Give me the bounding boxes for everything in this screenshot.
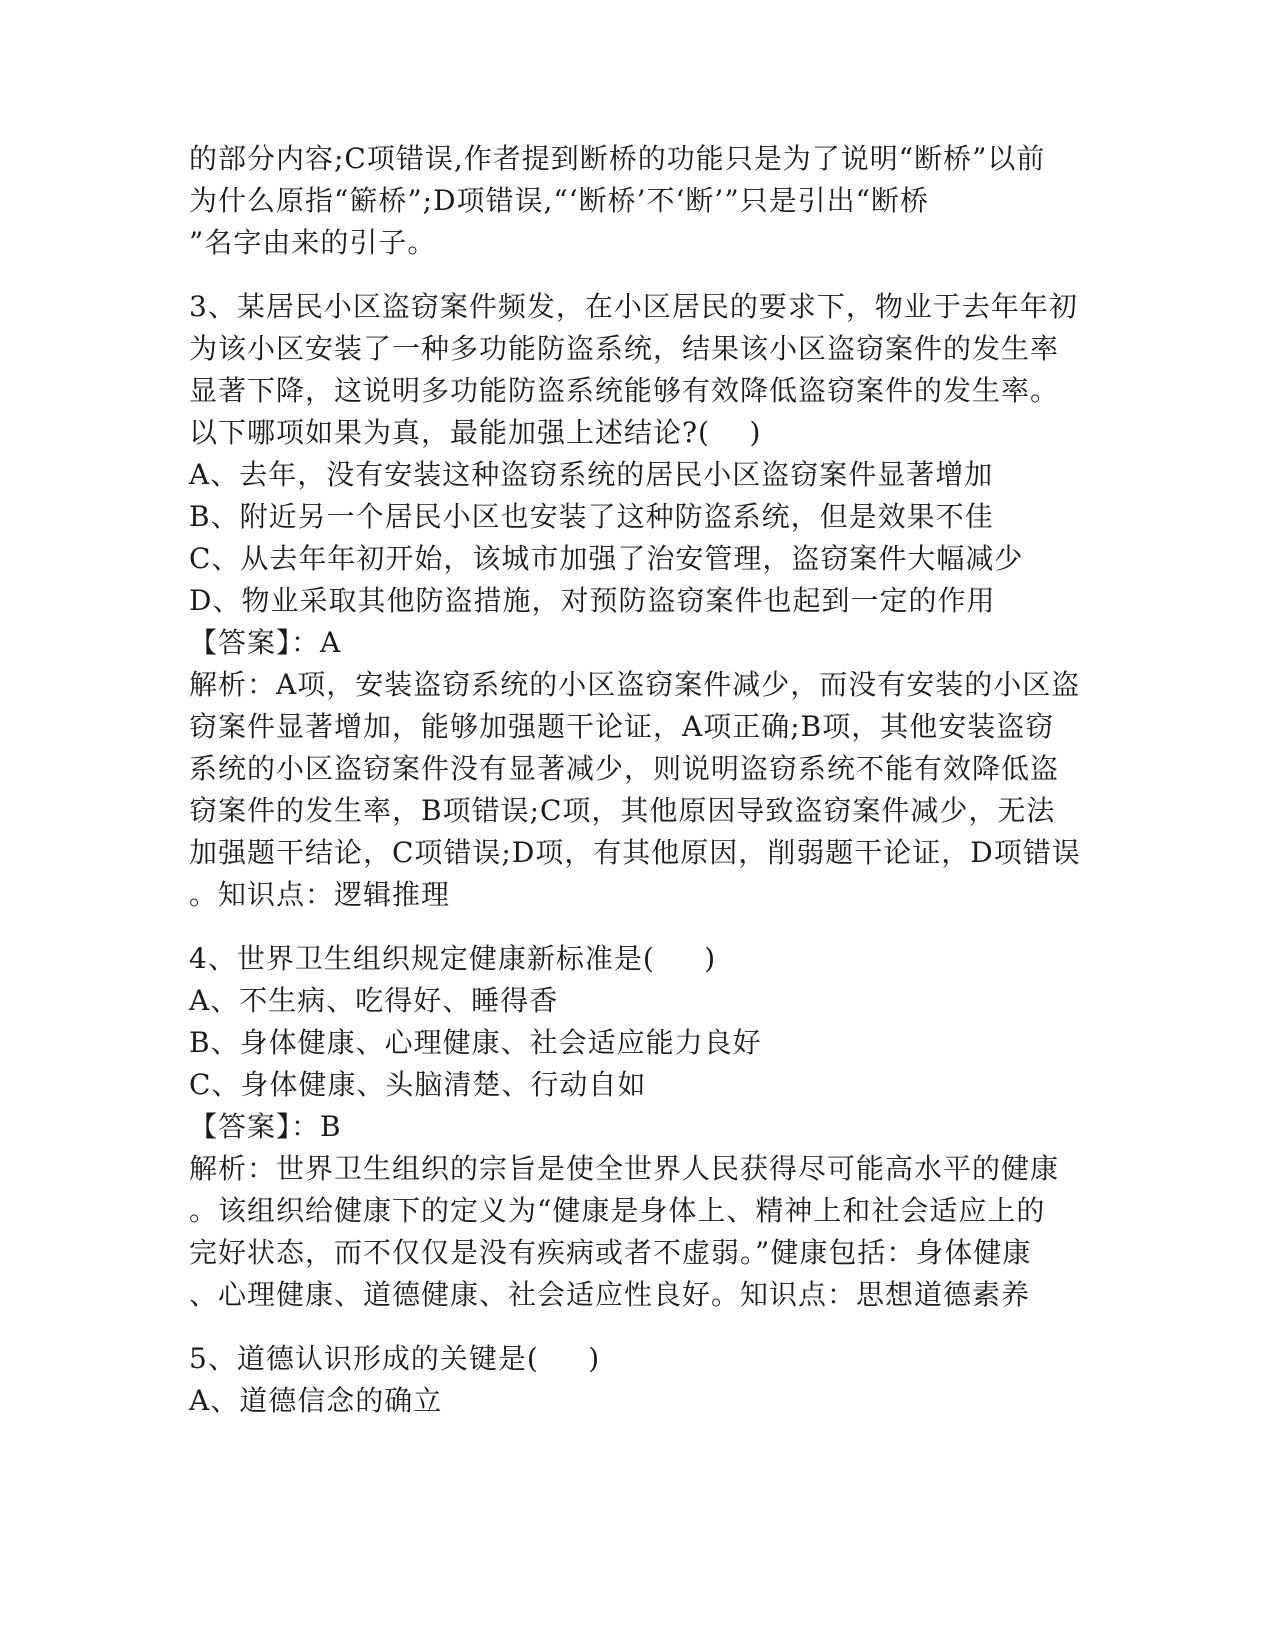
q3-analysis-line-1: 解析：A项，安装盗窃系统的小区盗窃案件减少，而没有安装的小区盗 <box>189 668 1081 701</box>
q3-analysis-line-3: 系统的小区盗窃案件没有显著减少，则说明盗窃系统不能有效降低盗 <box>189 752 1060 785</box>
prev-explanation-line-2: 为什么原指“簖桥”;D项错误,“‘断桥’不‘断’”只是引出“断桥 <box>189 184 929 217</box>
q4-analysis-line-3: 完好状态，而不仅仅是没有疾病或者不虚弱。”健康包括：身体健康 <box>189 1236 1032 1269</box>
q4-answer: 【答案】：B <box>189 1110 342 1143</box>
q4-stem: 4、世界卫生组织规定健康新标准是( ) <box>189 942 717 975</box>
q3-option-d: D、物业采取其他防盗措施，对预防盗窃案件也起到一定的作用 <box>189 584 996 617</box>
q3-analysis-line-6: 。知识点：逻辑推理 <box>189 878 451 911</box>
q5-option-a: A、道德信念的确立 <box>189 1384 443 1417</box>
q3-analysis-line-2: 窃案件显著增加，能够加强题干论证，A项正确;B项，其他安装盗窃 <box>189 710 1055 743</box>
q3-analysis-line-5: 加强题干结论，C项错误;D项，有其他原因，削弱题干论证，D项错误 <box>189 836 1081 869</box>
q4-option-a: A、不生病、吃得好、睡得香 <box>189 984 559 1017</box>
q3-answer: 【答案】：A <box>189 626 342 659</box>
q3-analysis-line-4: 窃案件的发生率，B项错误;C项，其他原因导致盗窃案件减少，无法 <box>189 794 1056 827</box>
q3-stem-line-1: 3、某居民小区盗窃案件频发，在小区居民的要求下，物业于去年年初 <box>189 290 1078 323</box>
q5-stem: 5、道德认识形成的关键是( ) <box>189 1342 601 1375</box>
prev-explanation-line-1: 的部分内容;C项错误,作者提到断桥的功能只是为了说明“断桥”以前 <box>189 142 1046 175</box>
q3-option-a: A、去年，没有安装这种盗窃系统的居民小区盗窃案件显著增加 <box>189 458 994 491</box>
q4-analysis-line-4: 、心理健康、道德健康、社会适应性良好。知识点：思想道德素养 <box>189 1278 1031 1311</box>
prev-explanation-line-3: ”名字由来的引子。 <box>189 226 437 259</box>
q3-option-b: B、附近另一个居民小区也安装了这种防盗系统，但是效果不佳 <box>189 500 994 533</box>
q3-stem-line-3: 显著下降，这说明多功能防盗系统能够有效降低盗窃案件的发生率。 <box>189 374 1060 407</box>
q4-analysis-line-2: 。该组织给健康下的定义为“健康是身体上、精神上和社会适应上的 <box>189 1194 1046 1227</box>
q3-stem-line-2: 为该小区安装了一种多功能防盗系统，结果该小区盗窃案件的发生率 <box>189 332 1060 365</box>
q3-option-c: C、从去年年初开始，该城市加强了治安管理，盗窃案件大幅减少 <box>189 542 1024 575</box>
q4-analysis-line-1: 解析：世界卫生组织的宗旨是使全世界人民获得尽可能高水平的健康 <box>189 1152 1060 1185</box>
q4-option-b: B、身体健康、心理健康、社会适应能力良好 <box>189 1026 762 1059</box>
q3-stem-line-4: 以下哪项如果为真，最能加强上述结论?( ) <box>189 416 762 449</box>
q4-option-c: C、身体健康、头脑清楚、行动自如 <box>189 1068 647 1101</box>
